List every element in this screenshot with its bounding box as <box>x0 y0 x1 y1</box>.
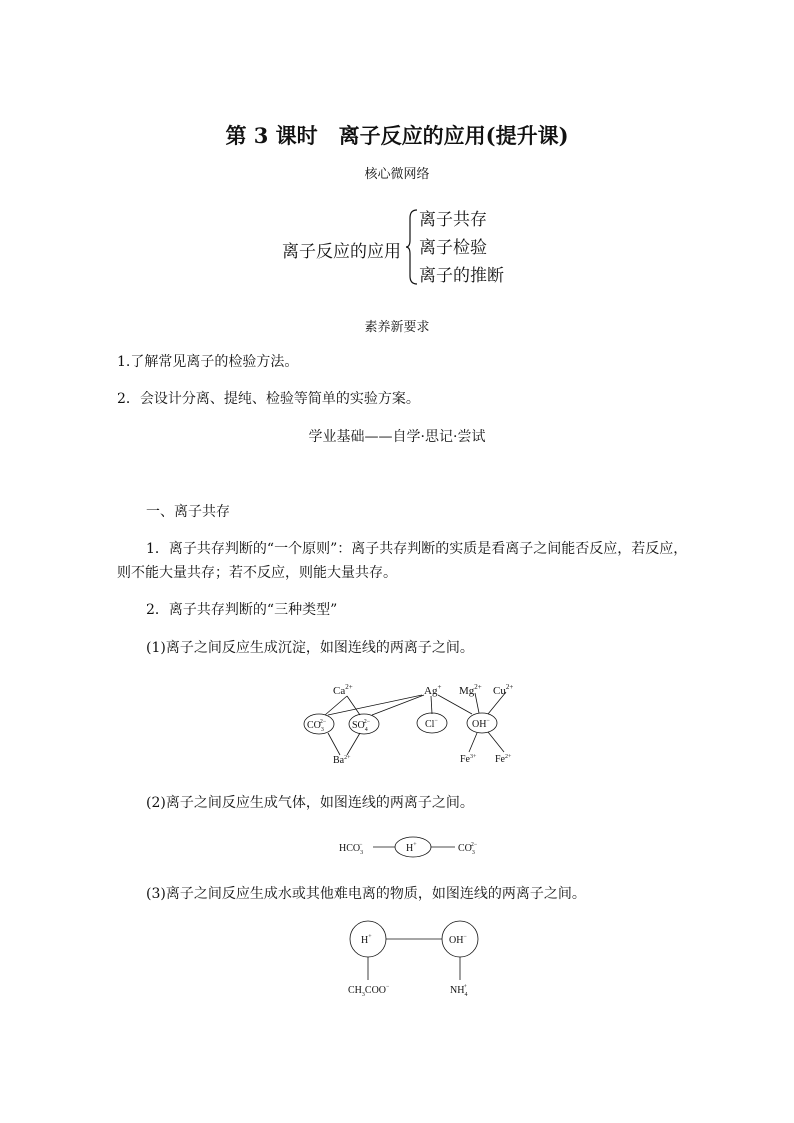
core-network-heading: 核心微网络 <box>364 167 430 182</box>
gas-diagram <box>335 833 495 863</box>
bond-line <box>328 733 340 755</box>
ion-ca: Ca <box>333 685 346 697</box>
ion-co3: CO <box>307 720 321 731</box>
ion-fe2: Fe <box>495 754 505 765</box>
ion-oh: OH <box>472 719 487 730</box>
ion-hco3: HCO <box>339 843 361 854</box>
bond-line <box>469 733 477 752</box>
svg-text:Mg2+: $Mg^{2+}$ <box>459 683 482 697</box>
tree-items <box>419 206 504 290</box>
section-heading: 学业基础——自学·思记·尝试 <box>308 429 486 445</box>
ion-cu: Cu <box>493 685 506 697</box>
svg-text:Fe3+: $Fe^{3+}$ <box>460 754 477 765</box>
ion-ag: Ag <box>424 685 438 697</box>
svg-text:OH−: OH− <box>449 934 467 946</box>
svg-text:NH4+: $NH_4+$ <box>450 984 468 998</box>
ion-oh: OH <box>449 935 464 946</box>
bond-line <box>431 696 432 714</box>
bond-line <box>328 695 422 715</box>
svg-text:CH3COO−: $CH_3COO^-$ <box>348 984 390 998</box>
ion-fe3: Fe <box>460 754 470 765</box>
svg-text:Ag+: Ag+ <box>424 683 442 697</box>
paragraph-line: 1．离子共存判断的“一个原则”：离子共存判断的实质是看离子之间能否反应，若反应， <box>146 541 688 557</box>
svg-text:CO32−: $CO_32-$ <box>307 719 327 733</box>
case-1-text: (1)离子之间反应生成沉淀，如图连线的两离子之间。 <box>146 640 474 656</box>
svg-text:H+: H+ <box>406 842 417 854</box>
part-heading: 一、离子共存 <box>146 504 230 520</box>
bond-line <box>325 696 347 715</box>
svg-text:Fe2+: $Fe^{2+}$ <box>495 754 512 765</box>
bond-line <box>488 732 504 752</box>
ion-mg: Mg <box>459 685 475 697</box>
svg-text:H+: H+ <box>361 934 372 946</box>
svg-text:HCO3−: $HCO_3-$ <box>339 842 364 856</box>
bond-line <box>475 693 479 713</box>
ion-h: H <box>406 843 414 854</box>
ion-cl: Cl <box>425 719 435 730</box>
bond-line <box>372 695 424 715</box>
svg-text:SO42−: $SO_42-$ <box>352 719 371 733</box>
svg-text:Ca2+: $Ca^{2+}$ <box>333 683 353 697</box>
tree-root: 离子反应的应用 <box>282 242 401 262</box>
ion-nh4: NH <box>450 985 465 996</box>
case-2-text: (2)离子之间反应生成气体，如图连线的两离子之间。 <box>146 795 474 811</box>
svg-text:OH−: OH− <box>472 718 490 730</box>
case-3-text: (3)离子之间反应生成水或其他难电离的物质，如图连线的两离子之间。 <box>146 886 586 902</box>
paragraph-line: 2．离子共存判断的“三种类型” <box>146 602 338 618</box>
svg-text:Cu2+: $Cu^{2+}$ <box>493 683 514 697</box>
svg-text:Cl−: Cl− <box>425 718 438 730</box>
bond-line <box>347 696 360 715</box>
requirement-item: 2．会设计分离、提纯、检验等简单的实验方案。 <box>117 391 420 407</box>
bond-line <box>347 733 360 755</box>
requirement-item: 1.了解常见离子的检验方法。 <box>117 354 299 370</box>
water-diagram <box>340 920 490 1000</box>
ion-co3: CO <box>458 843 472 854</box>
page-title: 第 3 课时 离子反应的应用(提升课) <box>225 123 569 148</box>
ion-ch3coo: CH <box>348 985 362 996</box>
ion-so4: SO <box>352 720 365 731</box>
svg-text:Ba2+: $Ba^{2+}$ <box>333 755 351 766</box>
tree-item: 离子检验 <box>419 238 487 258</box>
paragraph-line: 则不能大量共存；若不反应，则能大量共存。 <box>117 565 397 581</box>
ion-ba: Ba <box>333 755 345 766</box>
tree-item: 离子的推断 <box>419 266 504 286</box>
svg-text:CO32−: $CO_32-$ <box>458 842 478 856</box>
tree-brace <box>405 208 419 286</box>
ion-h: H <box>361 935 369 946</box>
precipitation-diagram <box>300 678 530 770</box>
bond-line <box>438 695 472 714</box>
requirements-heading: 素养新要求 <box>364 320 430 335</box>
tree-item: 离子共存 <box>419 210 487 230</box>
